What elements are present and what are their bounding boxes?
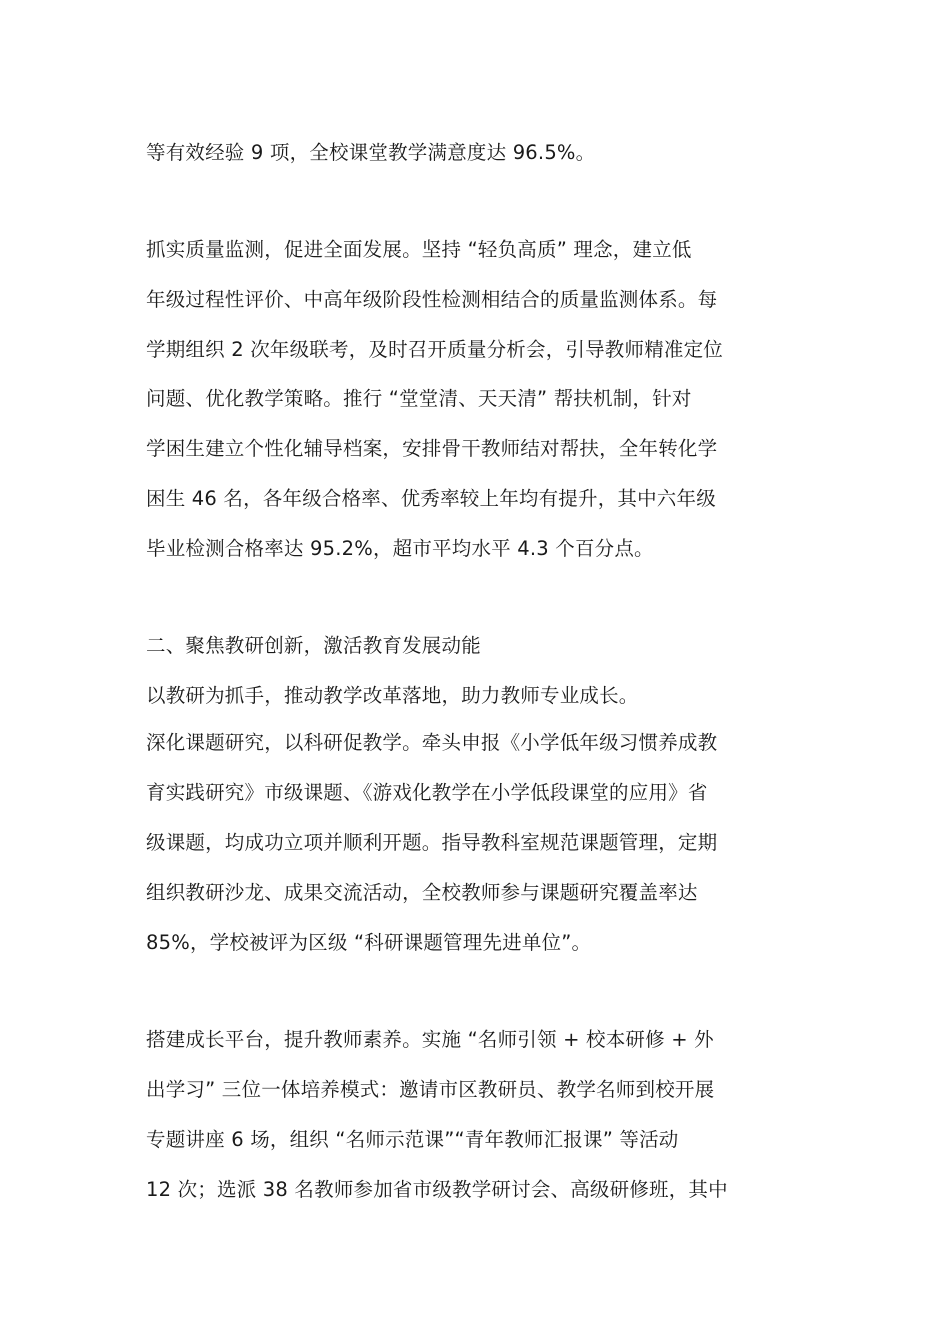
- paragraph-platform-line: 搭建成长平台，提升教师素养。实施 “名师引领 + 校本研修 + 外: [146, 1028, 714, 1051]
- paragraph-quality-line: 困生 46 名，各年级合格率、优秀率较上年均有提升，其中六年级: [146, 487, 716, 510]
- paragraph-quality-line: 问题、优化教学策略。推行 “堂堂清、天天清” 帮扶机制，针对: [146, 387, 692, 410]
- paragraph-quality-line: 学期组织 2 次年级联考，及时召开质量分析会，引导教师精准定位: [146, 338, 724, 361]
- paragraph-platform-line: 专题讲座 6 场，组织 “名师示范课”“青年教师汇报课” 等活动: [146, 1128, 679, 1151]
- paragraph-tail-line: 等有效经验 9 项，全校课堂教学满意度达 96.5%。: [146, 141, 596, 164]
- paragraph-quality-line: 抓实质量监测，促进全面发展。坚持 “轻负高质” 理念，建立低: [146, 238, 692, 261]
- paragraph-quality-line: 学困生建立个性化辅导档案，安排骨干教师结对帮扶，全年转化学: [146, 437, 718, 460]
- paragraph-research-line: 85%，学校被评为区级 “科研课题管理先进单位”。: [146, 931, 592, 954]
- paragraph-research-line: 级课题，均成功立项并顺利开题。指导教科室规范课题管理，定期: [146, 831, 718, 854]
- section-heading: 二、聚焦教研创新，激活教育发展动能: [146, 634, 481, 657]
- paragraph-platform-line: 出学习” 三位一体培养模式：邀请市区教研员、教学名师到校开展: [146, 1078, 715, 1101]
- paragraph-platform-line: 12 次；选派 38 名教师参加省市级教学研讨会、高级研修班，其中: [146, 1178, 728, 1201]
- paragraph-quality-line: 年级过程性评价、中高年级阶段性检测相结合的质量监测体系。每: [146, 288, 718, 311]
- paragraph-research-line: 深化课题研究，以科研促教学。牵头申报《小学低年级习惯养成教: [146, 731, 718, 754]
- paragraph-quality-line: 毕业检测合格率达 95.2%，超市平均水平 4.3 个百分点。: [146, 537, 654, 560]
- section-intro: 以教研为抓手，推动教学改革落地，助力教师专业成长。: [146, 684, 639, 707]
- paragraph-research-line: 组织教研沙龙、成果交流活动，全校教师参与课题研究覆盖率达: [146, 881, 698, 904]
- paragraph-research-line: 育实践研究》市级课题、《游戏化教学在小学低段课堂的应用》省: [146, 781, 708, 804]
